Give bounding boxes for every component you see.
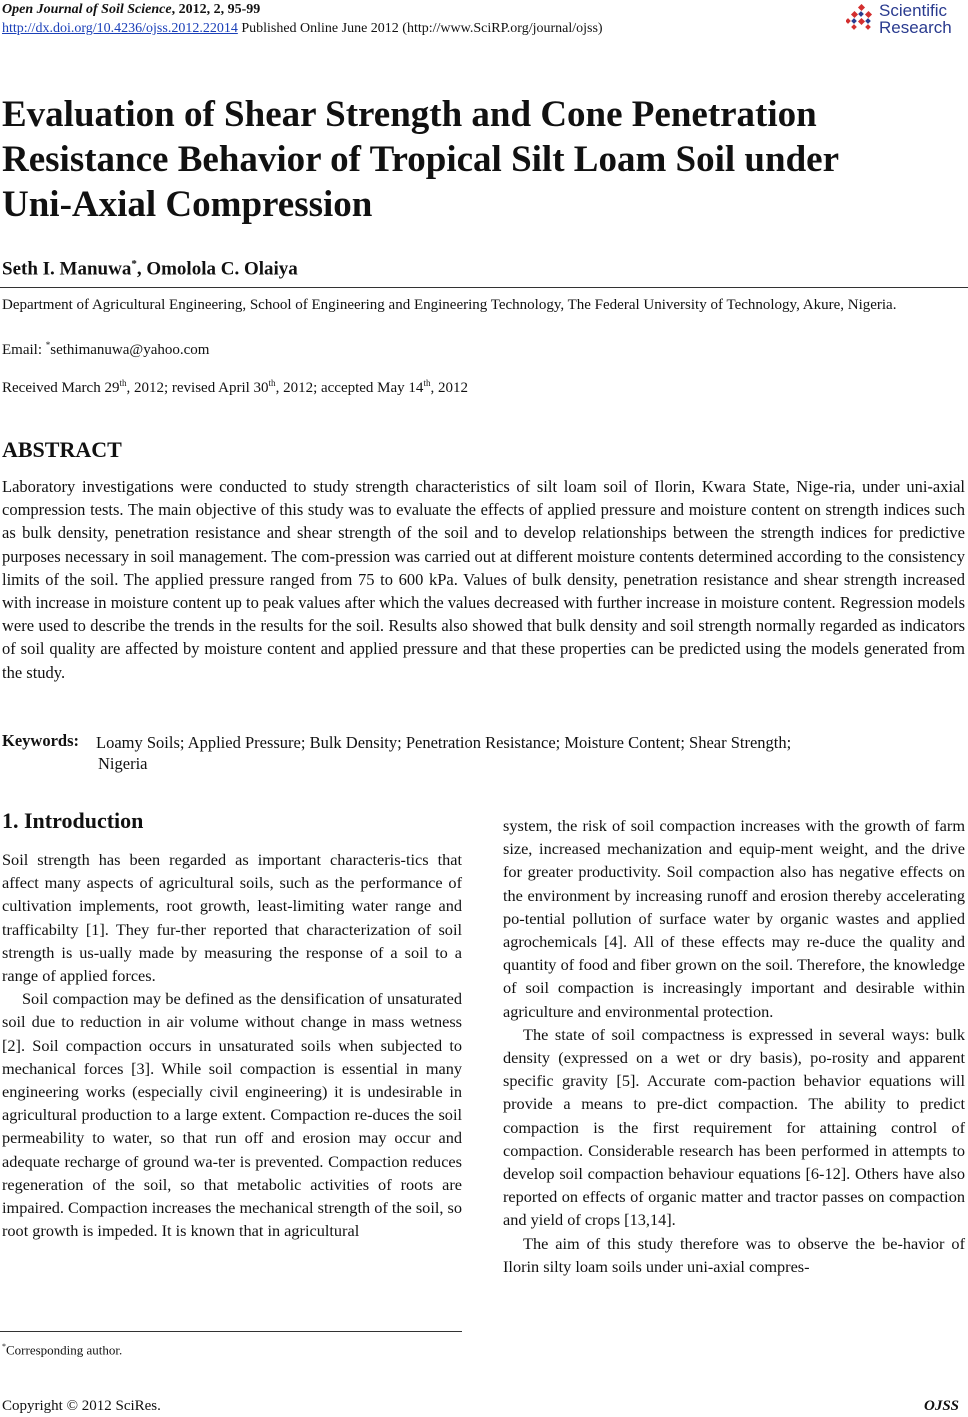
email-line (2, 340, 209, 359)
paragraph: The aim of this study therefore was to observe the be-havior of Ilorin silty loam soils under uni-axial compres- (503, 1233, 965, 1276)
received-text: Received March 29 (2, 380, 120, 396)
footnote-mark: * (2, 1342, 6, 1351)
footnote-text: Corresponding author. (6, 1342, 123, 1358)
paragraph: Soil strength has been regarded as important characteris-tics that affect many aspects of agricultural soils, such as the performance of cultivation implements, root growth, least-limiting water range and trafficabilty [1]. They fur-ther reported that characterization of soil strength is us-ually made by measuring the response of a soil to a range of applied forces. (2, 850, 462, 986)
keywords-list: Loamy Soils; Applied Pressure; Bulk Density; Penetration Resistance; Moisture Content; Shear Strength; (96, 733, 792, 752)
email-address[interactable]: sethimanuwa@yahoo.com (50, 342, 210, 358)
revised-text: , 2012; revised April 30 (126, 380, 269, 396)
author-name: , Omolola C. Olaiya (136, 258, 298, 280)
journal-citation (2, 2, 260, 18)
copyright: Copyright © 2012 SciRes. (2, 1398, 161, 1414)
logo-line-2: Research (879, 18, 952, 37)
author-list (2, 258, 298, 280)
paper-title (2, 92, 942, 227)
footnote-divider (0, 1331, 462, 1332)
logo-line-1: Scientific (879, 1, 948, 20)
publisher-logo (846, 1, 966, 41)
left-column (2, 848, 462, 1242)
keywords-label: Keywords: (2, 731, 79, 750)
paragraph: Soil compaction may be defined as the densification of unsaturated soil due to reduction in air volume without change in mass wetness [2]. Soil compaction occurs in unsaturated soils when subjected to mechanical forces [3]. While soil compaction is essential in many engineering works (especially civil engineering) it is undesirable in agricultural production to a large extent. Compaction re-duces the soil permeability to water, so that run off and erosion may occur and adequate recharge of ground wa-ter is prevented. Compaction reduces regeneration of the soil, so that metabolic activities of roots are impaired. Compaction increases the mechanical strength of the soil, so root growth is impeded. It is known that in agricultural (2, 989, 462, 1241)
ordinal-suffix: th (268, 378, 276, 388)
abstract-heading: ABSTRACT (2, 437, 122, 462)
accepted-text: , 2012; accepted May 14 (275, 380, 424, 396)
footnote (2, 1342, 122, 1358)
section-heading: 1. Introduction (2, 808, 144, 833)
title-line: Resistance Behavior of Tropical Silt Loam Soil under (2, 139, 839, 180)
affiliation: Department of Agricultural Engineering, School of Engineering and Engineering Technology, The Federal University of Technology, Akure, Nigeria. (2, 297, 897, 313)
doi-link[interactable]: http://dx.doi.org/10.4236/ojss.2012.22014 (2, 21, 238, 36)
abstract-body: Laboratory investigations were conducted to study strength characteristics of silt loam soil of Ilorin, Kwara State, Nige-ria, under uni-axial compression tests. The main objective of this study was to evaluate the effects of applied pressure and moisture content on strength indices such as bulk density, penetration resistance and shear strength of the soil and to develop relationships between the strength indices for predictive purposes necessary in soil management. The com-pression was carried out at different moisture contents determined according to the consistency limits of the soil. The applied pressure ranged from 75 to 600 kPa. Values of bulk density, penetration resistance and shear strength increased with increase in moisture content up to peak values after which the values decreased with further increase in moisture content. Regression models were used to describe the trends in the results for the soil. Results also showed that bulk density and soil strength normally regarded as indicators of soil quality are affected by moisture content and applied pressure and that these properties can be predicted using the models generated from the study. (2, 477, 965, 682)
year-text: , 2012 (430, 380, 468, 396)
title-divider (0, 287, 968, 288)
journal-abbreviation: OJSS (924, 1398, 960, 1414)
corresponding-mark: * (131, 258, 137, 270)
title-line: Evaluation of Shear Strength and Cone Penetration (2, 94, 817, 135)
journal-name: Open Journal of Soil Science (2, 2, 172, 17)
scientific-research-logo-icon (846, 4, 876, 34)
paragraph: system, the risk of soil compaction increases with the growth of farm size, increased mechanization and equip-ment weight, and the drive for greater productivity. Soil compaction also has negative effects on the environment by increasing runoff and erosion thereby accelerating po-tential pollution of surface water by organic wastes and applied agrochemicals [4]. All of these effects may re-duce the quality and quantity of food and fiber grown on the soil. Therefore, the knowledge of soil compaction is increasingly important and desirable within agriculture and environmental protection. (503, 816, 965, 1021)
email-label: Email: (2, 342, 46, 358)
published-online: Published Online June 2012 (http://www.SciRP.org/journal/ojss) (237, 21, 603, 36)
logo-wordmark (879, 2, 952, 36)
paragraph: The state of soil compactness is expressed in several ways: bulk density (expressed on a wet or dry basis), po-rosity and apparent specific gravity [5]. Accurate com-paction behavior equations will provide a means to pre-dict compaction. The ability to predict compaction is the first requirement for attaining control of compaction. Considerable research has been performed in attempts to develop soil compaction behaviour equations [6-12]. Others have also reported on effects of organic matter and tractor passes on compaction and yield of crops [13,14]. (503, 1024, 965, 1230)
author-name: Seth I. Manuwa (2, 258, 132, 280)
doi-line (2, 21, 603, 37)
title-line: Uni-Axial Compression (2, 184, 373, 225)
journal-volume-pages: , 2012, 2, 95-99 (171, 2, 261, 17)
email-mark: * (45, 340, 51, 350)
keywords-list-continued: Nigeria (98, 754, 148, 773)
received-dates (2, 378, 468, 397)
right-column (503, 814, 965, 1278)
ordinal-suffix: th (423, 378, 431, 388)
ordinal-suffix: th (119, 378, 127, 388)
